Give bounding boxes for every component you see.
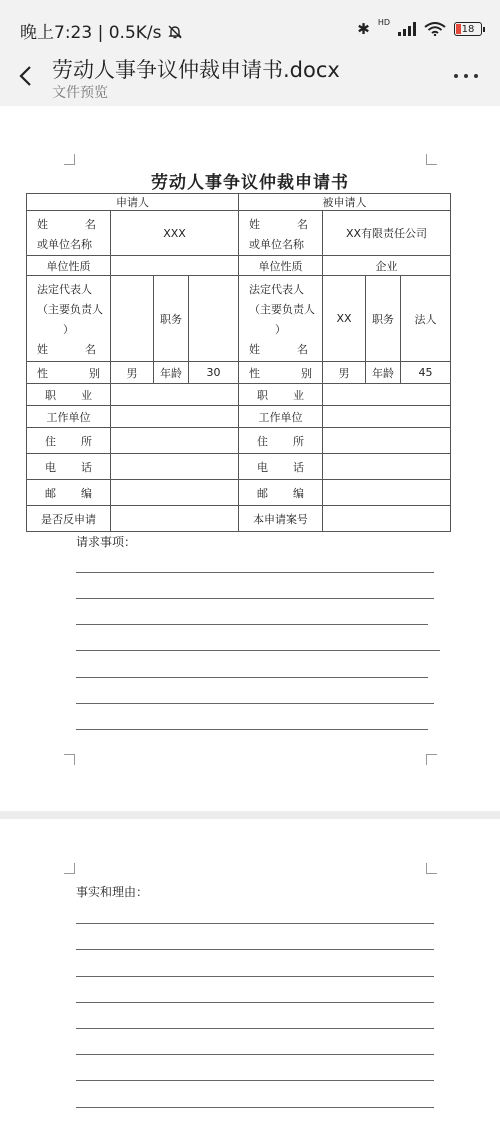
battery-level: 18 [461, 23, 475, 35]
applicant-name-label: 姓 名 或单位名称 [27, 211, 111, 256]
crop-mark [64, 754, 75, 765]
crop-mark [426, 754, 437, 765]
crop-mark [64, 154, 75, 165]
respondent-position-value[interactable]: 法人 [401, 276, 451, 362]
applicant-occupation-label: 职 业 [27, 384, 111, 406]
applicant-counter-claim-value[interactable] [111, 506, 239, 532]
hd-label: HD [377, 18, 390, 27]
facts-line[interactable] [76, 923, 434, 924]
requests-line[interactable] [76, 624, 428, 625]
applicant-position-label: 职务 [154, 276, 189, 362]
crop-mark [426, 154, 437, 165]
applicant-workplace-label: 工作单位 [27, 406, 111, 428]
facts-line[interactable] [76, 1054, 434, 1055]
respondent-unit-nature-label: 单位性质 [239, 256, 323, 276]
applicant-unit-nature-value[interactable] [111, 256, 239, 276]
applicant-address-value[interactable] [111, 428, 239, 454]
applicant-phone-label: 电 话 [27, 454, 111, 480]
status-divider: | [97, 23, 109, 43]
applicant-position-value[interactable] [189, 276, 239, 362]
app-bar [0, 48, 500, 106]
requests-line[interactable] [76, 650, 440, 651]
applicant-name-value[interactable]: XXX [111, 211, 239, 256]
facts-line[interactable] [76, 1107, 434, 1108]
applicant-age-value[interactable]: 30 [189, 362, 239, 384]
applicant-postcode-label: 邮 编 [27, 480, 111, 506]
facts-label: 事实和理由： [76, 885, 149, 899]
signal-icon [398, 22, 416, 36]
applicant-gender-label: 性 别 [27, 362, 111, 384]
respondent-name-value[interactable]: XX有限责任公司 [323, 211, 451, 256]
respondent-gender-value[interactable]: 男 [323, 362, 366, 384]
respondent-case-no-label: 本申请案号 [239, 506, 323, 532]
arbitration-form-table [26, 193, 451, 532]
respondent-occupation-value[interactable] [323, 384, 451, 406]
applicant-postcode-value[interactable] [111, 480, 239, 506]
applicant-legal-rep-value[interactable] [111, 276, 154, 362]
file-subtitle: 文件预览 [52, 85, 108, 101]
applicant-occupation-value[interactable] [111, 384, 239, 406]
crop-mark [64, 863, 75, 874]
respondent-phone-label: 电 话 [239, 454, 323, 480]
respondent-workplace-value[interactable] [323, 406, 451, 428]
battery-icon [454, 22, 482, 36]
respondent-occupation-label: 职 业 [239, 384, 323, 406]
requests-line[interactable] [76, 729, 428, 730]
status-network-speed: 0.5K/s [108, 23, 162, 43]
applicant-legal-rep-label: 法定代表人 （主要负责人 ） 姓 名 [27, 276, 111, 362]
document-page-1[interactable] [0, 106, 500, 811]
respondent-legal-rep-value[interactable]: XX [323, 276, 366, 362]
respondent-gender-label: 性 别 [239, 362, 323, 384]
respondent-name-label: 姓 名 或单位名称 [239, 211, 323, 256]
status-time: 晚上7:23 [20, 23, 93, 43]
respondent-legal-rep-label: 法定代表人 （主要负责人 ） 姓 名 [239, 276, 323, 362]
wifi-icon [424, 22, 446, 36]
respondent-position-label: 职务 [366, 276, 401, 362]
respondent-age-value[interactable]: 45 [401, 362, 451, 384]
requests-line[interactable] [76, 572, 434, 573]
requests-label: 请求事项： [76, 535, 137, 549]
respondent-header: 被申请人 [239, 194, 451, 211]
facts-line[interactable] [76, 949, 434, 950]
applicant-unit-nature-label: 单位性质 [27, 256, 111, 276]
applicant-counter-claim-label: 是否反申请 [27, 506, 111, 532]
respondent-unit-nature-value[interactable]: 企业 [323, 256, 451, 276]
facts-line[interactable] [76, 1028, 434, 1029]
status-right [357, 20, 482, 38]
status-left [20, 18, 183, 43]
facts-line[interactable] [76, 976, 434, 977]
bluetooth-icon: ✱ [357, 20, 370, 38]
applicant-header: 申请人 [27, 194, 239, 211]
respondent-address-value[interactable] [323, 428, 451, 454]
respondent-age-label: 年龄 [366, 362, 401, 384]
facts-line[interactable] [76, 1002, 434, 1003]
crop-mark [426, 863, 437, 874]
applicant-gender-value[interactable]: 男 [111, 362, 154, 384]
back-arrow-icon[interactable] [14, 64, 38, 88]
applicant-phone-value[interactable] [111, 454, 239, 480]
file-title: 劳动人事争议仲裁申请书.docx [52, 58, 340, 82]
applicant-age-label: 年龄 [154, 362, 189, 384]
requests-line[interactable] [76, 703, 434, 704]
mute-bell-icon [167, 24, 183, 40]
requests-line[interactable] [76, 677, 428, 678]
applicant-address-label: 住 所 [27, 428, 111, 454]
more-options-icon[interactable] [454, 74, 478, 78]
facts-line[interactable] [76, 1080, 434, 1081]
respondent-workplace-label: 工作单位 [239, 406, 323, 428]
respondent-phone-value[interactable] [323, 454, 451, 480]
requests-line[interactable] [76, 598, 434, 599]
applicant-workplace-value[interactable] [111, 406, 239, 428]
document-page-2[interactable] [0, 819, 500, 1125]
respondent-postcode-label: 邮 编 [239, 480, 323, 506]
respondent-address-label: 住 所 [239, 428, 323, 454]
respondent-case-no-value[interactable] [323, 506, 451, 532]
respondent-postcode-value[interactable] [323, 480, 451, 506]
document-title: 劳动人事争议仲裁申请书 [151, 173, 349, 193]
